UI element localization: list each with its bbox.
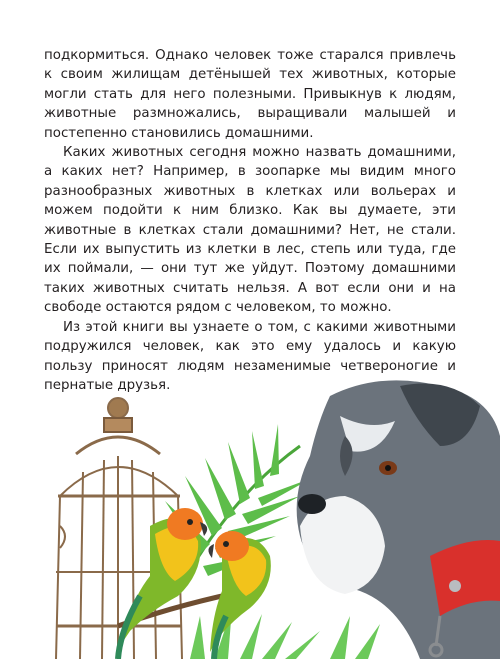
paragraph-3: Из этой книги вы узнаете о том, с какими животными подружился человек, как это ему удалось и какую пользу приносят людям незаменимые четвероногие и пернатые друзья.: [44, 319, 456, 393]
body-text: [44, 46, 456, 395]
parrot-left: [118, 508, 207, 659]
schnauzer-dog: [297, 380, 500, 659]
paragraph-2: Каких животных сегодня можно назвать домашними, а каких нет? Например, в зоопарке мы видим много разнообразных животных в клетках или вольерах и можем подойти к ним близко. Как вы думаете, эти животные в клетках стали домашними? Нет, не стали. Если их выпустить из клетки в лес, степь или туда, где их поймали, — они тут же уйдут. Поэтому домашними таких животных считать нельзя. А вот если они и на свободе остаются рядом с человеком, то можно.: [44, 145, 456, 316]
paragraph-1: подкормиться. Однако человек тоже старался привлечь к своим жилищам детёнышей тех животных, которые могли стать для него полезными. Привыкнув к людям, животные размножались, выращивали малышей и постепенно становились домашними.: [44, 48, 456, 141]
illustration: [0, 376, 500, 659]
